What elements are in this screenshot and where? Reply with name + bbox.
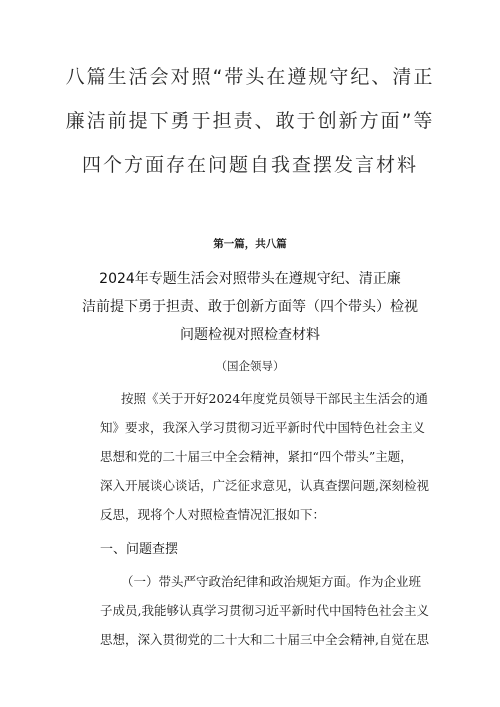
author-label: （国企领导） [215, 359, 285, 373]
main-title-line-3: 四个方面存在问题自我查摆发言材料 [81, 154, 418, 176]
section-paragraph-line: 子成员,我能够认真学习贯彻习近平新时代中国特色社会主义 [100, 603, 429, 618]
subtitle-line-2: 洁前提下勇于担责、敢于创新方面等（四个带头）检视 [82, 299, 418, 315]
chapter-label: 第一篇，共八篇 [213, 238, 287, 250]
intro-paragraph-line: 反思，现将个人对照检查情况汇报如下： [100, 507, 326, 522]
subtitle-line-1: 2024年专题生活会对照带头在遵规守纪、清正廉 [99, 271, 401, 287]
intro-paragraph-line: 知》要求，我深入学习贯彻习近平新时代中国特色社会主义 [100, 420, 426, 435]
subtitle-line-3: 问题检视对照检查材料 [180, 327, 320, 343]
main-title-line-2: 廉洁前提下勇于担责、敢于创新方面”等 [65, 110, 435, 132]
intro-paragraph-line: 思想和党的二十届三中全会精神，紧扣“四个带头”主题， [100, 449, 413, 464]
section-paragraph-line: （一）带头严守政治纪律和政治规矩方面。作为企业班 [121, 574, 422, 589]
intro-paragraph-line: 按照《关于开好2024年度党员领导干部民主生活会的通 [121, 391, 428, 406]
intro-paragraph-line: 深入开展谈心谈话，广泛征求意见，认真查摆问题,深刻检视 [100, 478, 429, 493]
section-paragraph-line: 思想，深入贯彻党的二十大和二十届三中全会精神,自觉在思 [100, 632, 429, 647]
main-title-line-1: 八篇生活会对照“带头在遵规守纪、清正 [65, 66, 435, 88]
section-heading: 一、问题查摆 [100, 542, 179, 557]
